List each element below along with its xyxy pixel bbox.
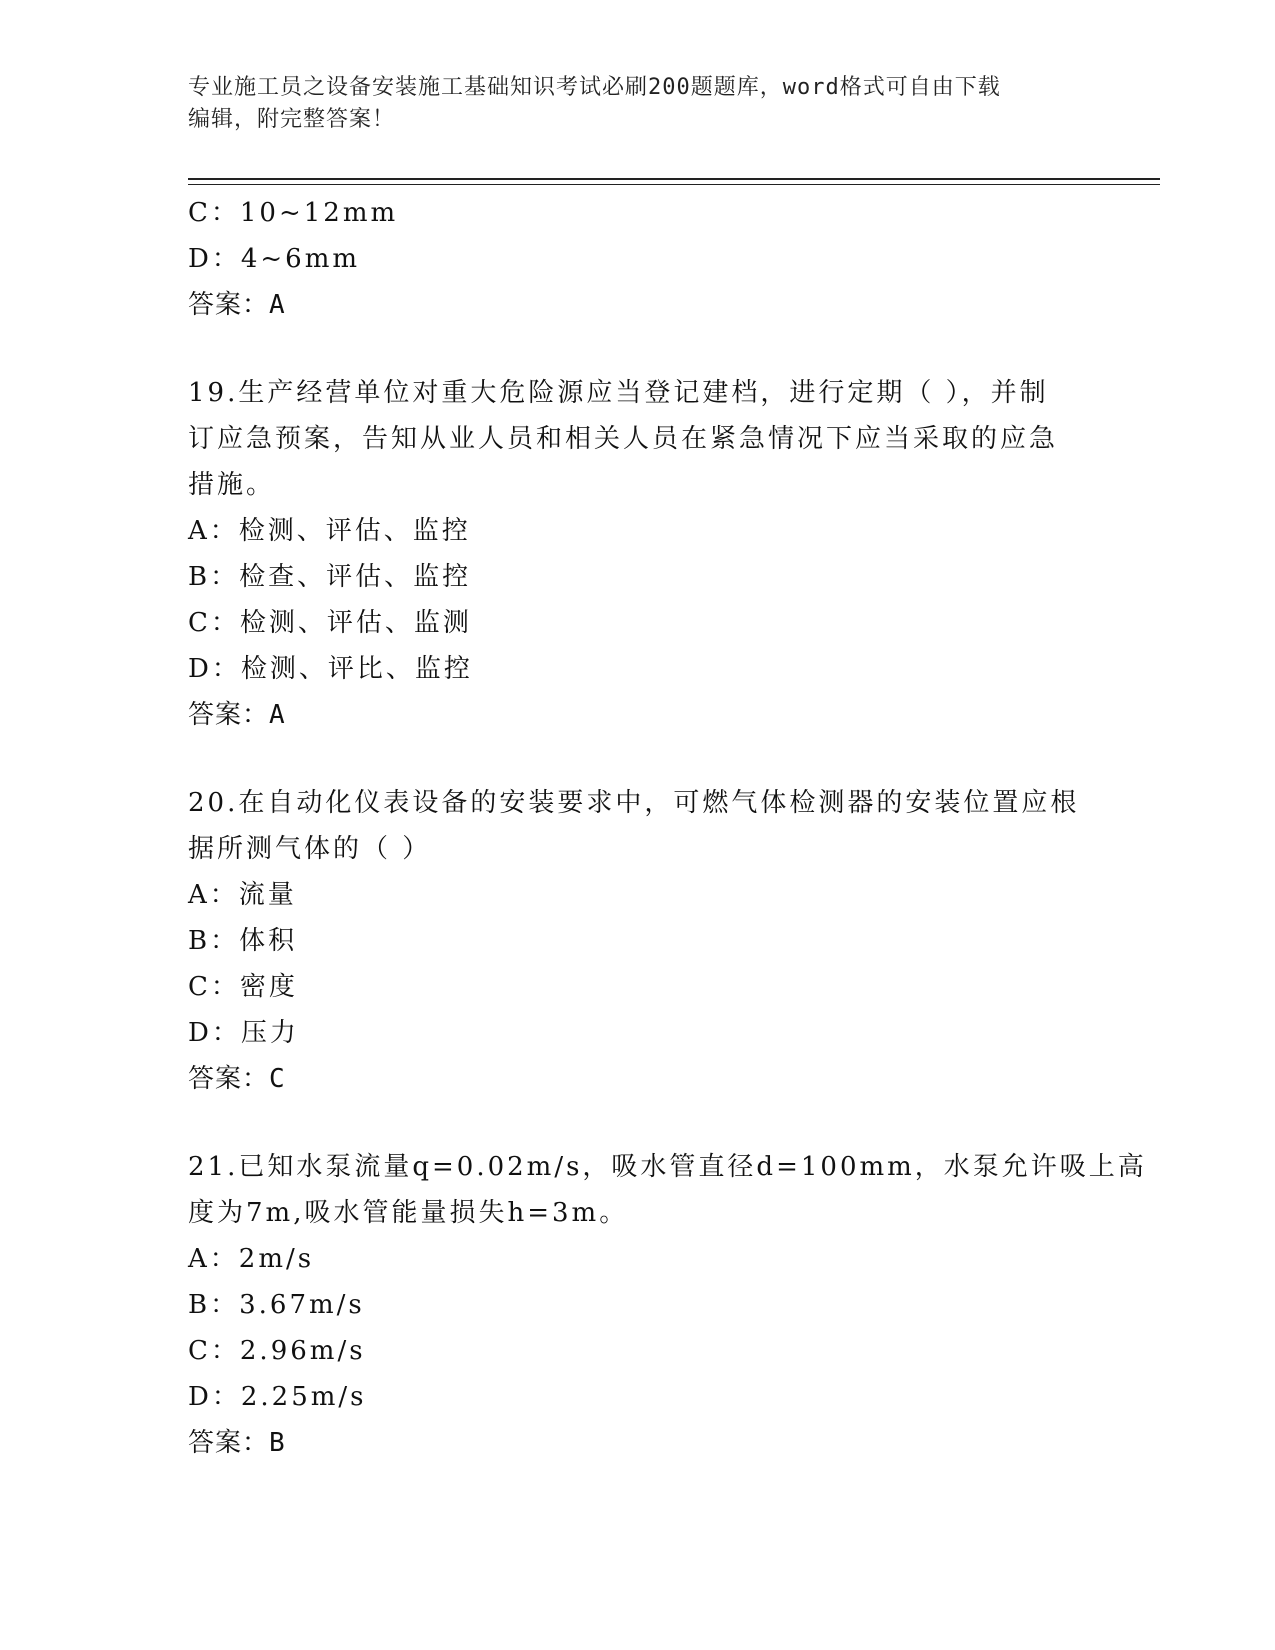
option-b: B：体积 xyxy=(188,926,298,956)
option-a: A：流量 xyxy=(188,880,297,910)
question-stem-line: 订应急预案，告知从业人员和相关人员在紧急情况下应当采取的应急 xyxy=(188,424,1059,454)
question-stem-line: 21.已知水泵流量q=0.02m/s，吸水管直径d=100mm，水泵允许吸上高 xyxy=(188,1152,1147,1182)
option-c: C：2.96m/s xyxy=(188,1336,366,1366)
option-a: A：2m/s xyxy=(188,1244,315,1274)
spacer xyxy=(188,328,1088,370)
spacer xyxy=(188,738,1088,780)
answer: 答案：B xyxy=(188,1428,286,1458)
question-18-tail xyxy=(188,190,1088,328)
question-19 xyxy=(188,370,1088,738)
option-d: D：检测、评比、监控 xyxy=(188,654,473,684)
option-d: D：2.25m/s xyxy=(188,1382,367,1412)
question-stem-line: 措施。 xyxy=(188,470,276,500)
question-21 xyxy=(188,1144,1147,1466)
option-c: C：10~12mm xyxy=(188,198,399,228)
question-stem-line: 据所测气体的（ ） xyxy=(188,834,432,864)
question-stem-line: 度为7m,吸水管能量损失h=3m。 xyxy=(188,1198,629,1228)
answer: 答案：A xyxy=(188,290,286,320)
page-header xyxy=(188,72,1068,136)
option-b: B：3.67m/s xyxy=(188,1290,365,1320)
header-rule-thin xyxy=(188,184,1160,185)
question-stem-line: 20.在自动化仪表设备的安装要求中，可燃气体检测器的安装位置应根 xyxy=(188,788,1080,818)
option-b: B：检查、评估、监控 xyxy=(188,562,472,592)
answer: 答案：A xyxy=(188,700,286,730)
option-a: A：检测、评估、监控 xyxy=(188,516,471,546)
option-d: D：压力 xyxy=(188,1018,299,1048)
question-20 xyxy=(188,780,1088,1102)
option-c: C：检测、评估、监测 xyxy=(188,608,472,638)
spacer xyxy=(188,1102,1088,1144)
option-c: C：密度 xyxy=(188,972,298,1002)
option-d: D：4~6mm xyxy=(188,244,361,274)
answer: 答案：C xyxy=(188,1064,286,1094)
header-line-1: 专业施工员之设备安装施工基础知识考试必刷200题题库，word格式可自由下载 xyxy=(188,75,1001,100)
header-line-2: 编辑，附完整答案！ xyxy=(188,107,396,132)
question-content xyxy=(188,190,1147,1466)
question-stem-line: 19.生产经营单位对重大危险源应当登记建档，进行定期（ ），并制 xyxy=(188,378,1049,408)
header-rule xyxy=(188,178,1160,180)
